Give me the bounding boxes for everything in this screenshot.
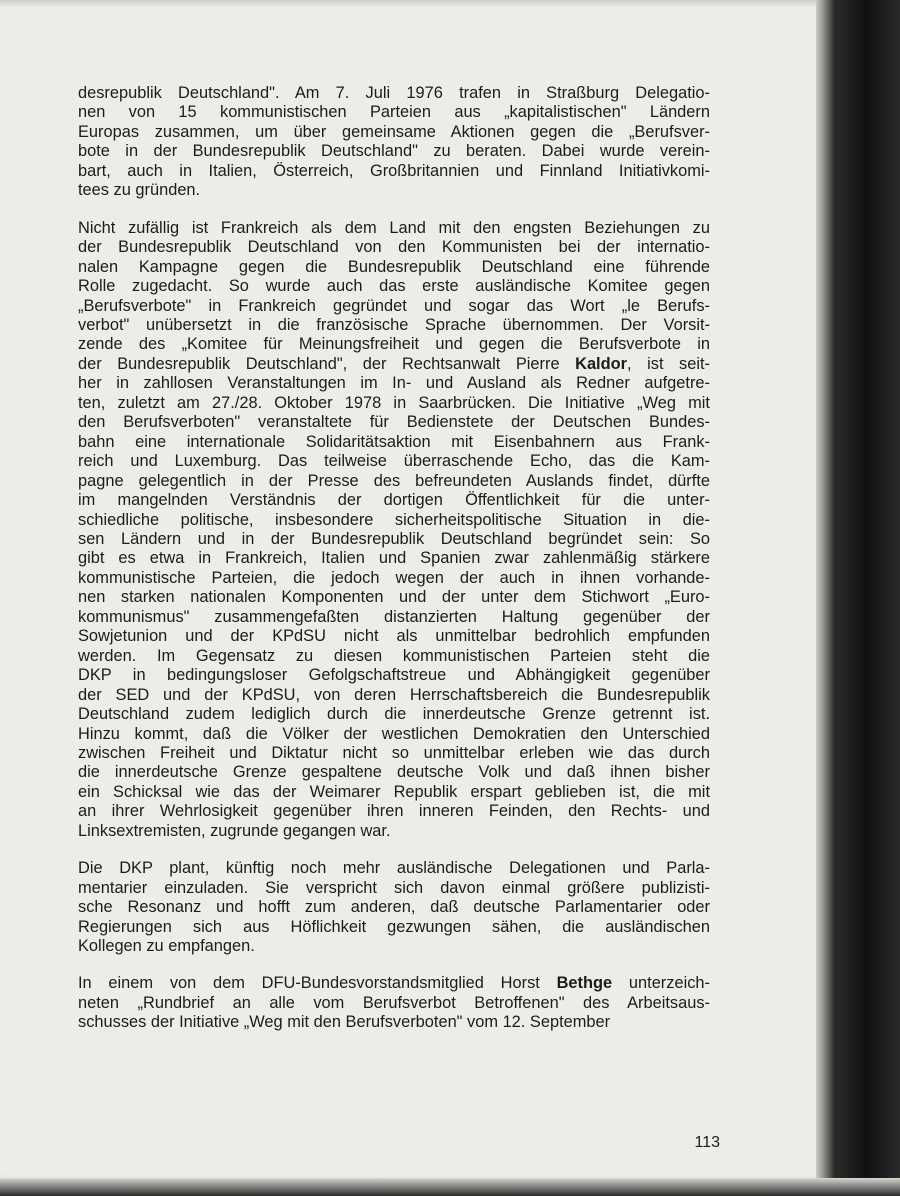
text-line: pagne gelegentlich in der Presse des befreundeten Auslands findet, dürfte [78,471,710,490]
text-line: Kollegen zu empfangen. [78,937,255,956]
text-line: Die DKP plant, künftig noch mehr ausländische Delegationen und Parla- [78,859,710,878]
text-line: tees zu gründen. [78,181,201,200]
text-line: zende des „Komitee für Meinungsfreiheit und gegen die Berufsverbote in [78,335,710,354]
text-line: Hinzu kommt, daß die Völker der westlichen Demokratien den Unterschied [78,724,710,743]
text-line: der Bundesrepublik Deutschland", der Rechtsanwalt Pierre Kaldor, ist seit- [78,354,710,373]
text-line: desrepublik Deutschland". Am 7. Juli 1976 trafen in Straßburg Delegatio- [78,84,710,102]
text-line: der SED und der KPdSU, von deren Herrschaftsbereich die Bundesrepublik [78,685,710,704]
person-name-bold: Bethge [556,974,613,993]
text-line: verbot" unübersetzt in die französische Sprache übernommen. Der Vorsit- [78,315,710,334]
text-line: nen von 15 kommunistischen Parteien aus „kapitalistischen" Ländern [78,103,710,122]
text-line: bart, auch in Italien, Österreich, Großbritannien und Finnland Initiativkomi- [78,161,710,180]
text-line: mentarier einzuladen. Sie verspricht sich davon einmal größere publizisti- [78,878,710,897]
text-line: schusses der Initiative „Weg mit den Berufsverboten" vom 12. September [78,1013,611,1032]
paragraph [78,84,710,201]
text-line: Deutschland zudem lediglich durch die innerdeutsche Grenze getrennt ist. [78,705,710,724]
text-line: den Berufsverboten" veranstaltete für Bedienstete der Deutschen Bundes- [78,413,710,432]
text-line: im mangelnden Verständnis der dortigen Öffentlichkeit für die unter- [78,491,710,510]
text-line: kommunistische Parteien, die jedoch wegen der auch in ihnen vorhande- [78,568,710,587]
text-line: neten „Rundbrief an alle vom Berufsverbot Betroffenen" des Arbeitsaus- [78,993,710,1012]
text-line: zwischen Freiheit und Diktatur nicht so unmittelbar erleben wie das durch [78,743,710,762]
text-line: an ihrer Wehrlosigkeit gegenüber ihren inneren Feinden, den Rechts- und [78,802,710,821]
text-line: sche Resonanz und hofft zum anderen, daß deutsche Parlamentarier oder [78,898,710,917]
text-line: „Berufsverbote" in Frankreich gegründet und sogar das Wort „le Berufs- [78,296,710,315]
text-line: der Bundesrepublik Deutschland von den Kommunisten bei der internatio- [78,238,710,257]
page-number: 113 [694,1134,720,1151]
text-line: Regierungen sich aus Höflichkeit gezwungen sähen, die ausländischen [78,917,710,936]
text-line: Linksextremisten, zugrunde gegangen war. [78,821,391,840]
text-line: sen Ländern und in der Bundesrepublik Deutschland begründet sein: So [78,529,710,548]
text-line: Europas zusammen, um über gemeinsame Aktionen gegen die „Berufsver- [78,122,710,141]
text-line: bahn eine internationale Solidaritätsaktion mit Eisenbahnern aus Frank- [78,432,710,451]
text-line: reich und Luxemburg. Das teilweise überraschende Echo, das die Kam- [78,452,710,471]
text-line: gibt es etwa in Frankreich, Italien und Spanien zwar zahlenmäßig stärkere [78,549,710,568]
paragraph [78,859,710,956]
paragraph [78,219,710,842]
paragraph [78,974,710,1032]
page-bottom-edge [0,1178,900,1196]
text-line: ein Schicksal wie das der Weimarer Republik erspart geblieben ist, die mit [78,782,710,801]
text-line: kommunismus" zusammengefaßten distanzierten Haltung gegenüber der [78,607,710,626]
text-line: Sowjetunion und der KPdSU nicht als unmittelbar bedrohlich empfunden [78,627,710,646]
text-line: Rolle zugedacht. So wurde auch das erste ausländische Komitee gegen [78,277,710,296]
person-name-bold: Kaldor [575,354,628,373]
text-line: ten, zuletzt am 27./28. Oktober 1978 in Saarbrücken. Die Initiative „Weg mit [78,393,710,412]
page-top-shadow [0,0,840,8]
text-line: werden. Im Gegensatz zu diesen kommunistischen Parteien steht die [78,646,710,665]
text-line: DKP in bedingungsloser Gefolgschaftstreue und Abhängigkeit gegenüber [78,666,710,685]
text-line: Nicht zufällig ist Frankreich als dem Land mit den engsten Beziehungen zu [78,218,710,237]
text-line: die innerdeutsche Grenze gespaltene deutsche Volk und daß ihnen bisher [78,763,710,782]
text-line: In einem von dem DFU-Bundesvorstandsmitglied Horst Bethge unterzeich- [78,974,710,993]
text-line: schiedliche politische, insbesondere sicherheitspolitische Situation in die- [78,510,710,529]
text-line: her in zahllosen Veranstaltungen im In- und Ausland als Redner aufgetre- [78,374,710,393]
book-spine-shadow [816,0,900,1196]
text-line: nalen Kampagne gegen die Bundesrepublik Deutschland eine führende [78,257,710,276]
text-line: bote in der Bundesrepublik Deutschland" zu beraten. Dabei wurde verein- [78,142,710,161]
text-line: nen starken nationalen Komponenten und der unter dem Stichwort „Euro- [78,588,710,607]
body-text [78,84,710,1033]
